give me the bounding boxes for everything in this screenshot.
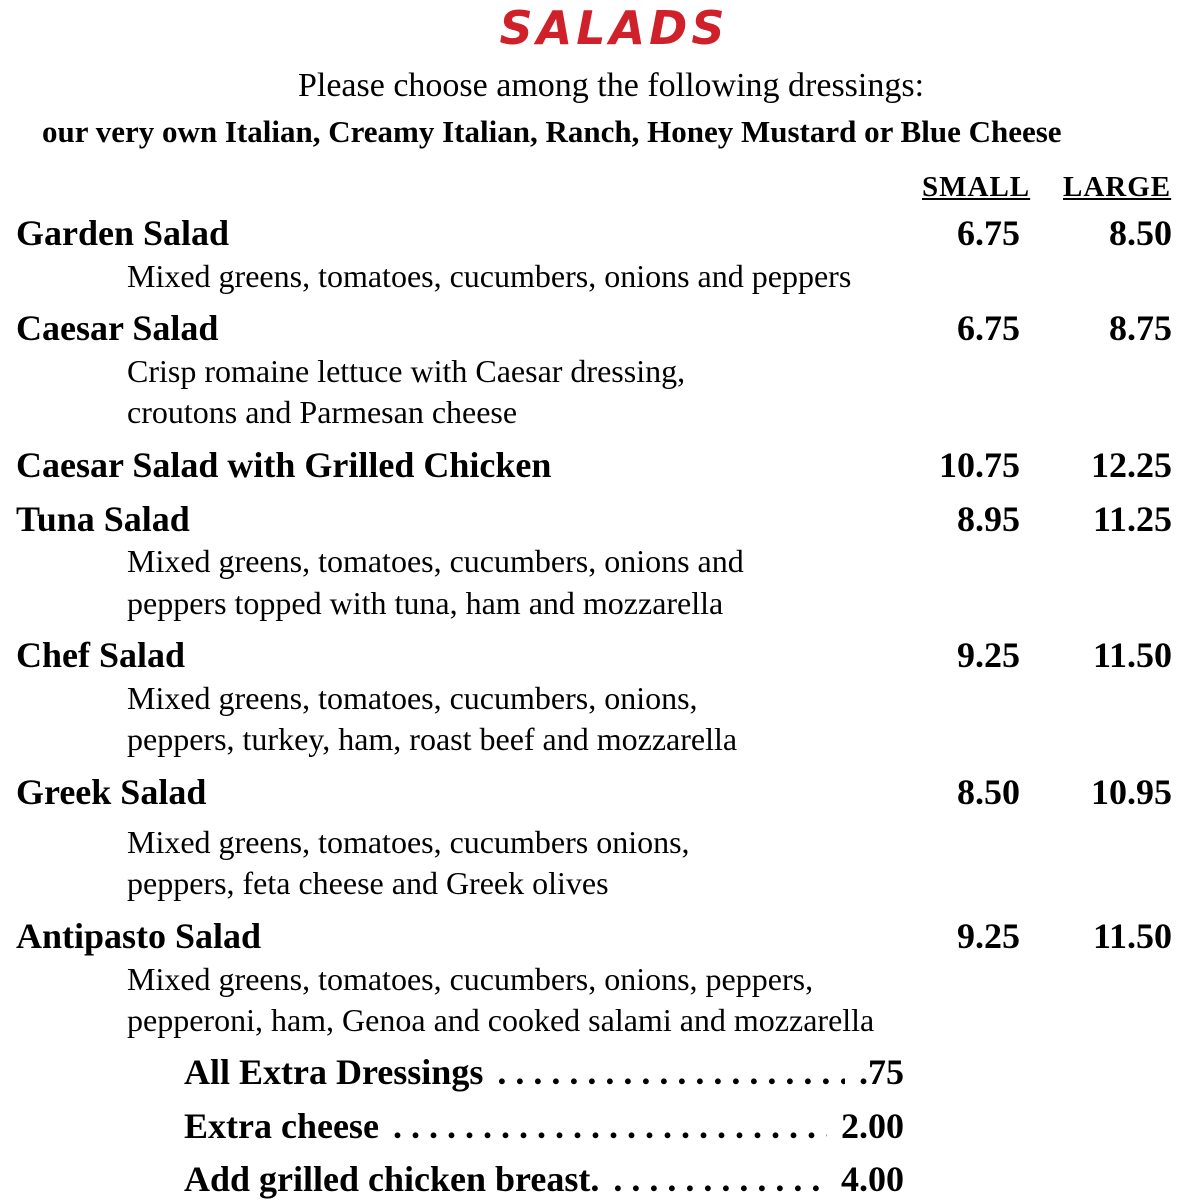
extra-label: All Extra Dressings [184, 1052, 484, 1092]
extra-cheese-row [184, 1103, 904, 1149]
price-small-tuna-salad: 8.95 [957, 499, 1020, 539]
extra-label: Add grilled chicken breast. [184, 1159, 600, 1199]
menu-item-tuna-salad: Tuna Salad [16, 499, 190, 539]
extra-label: Extra cheese [184, 1106, 379, 1146]
dot-leader [613, 1156, 827, 1202]
menu-item-chef-salad: Chef Salad [16, 635, 186, 675]
price-small-caesar-grilled-chicken: 10.75 [939, 445, 1020, 485]
price-large-greek-salad: 10.95 [1091, 772, 1172, 812]
price-large-caesar-salad: 8.75 [1109, 308, 1172, 348]
menu-item-antipasto-salad: Antipasto Salad [16, 916, 262, 956]
extra-price: 4.00 [841, 1159, 904, 1199]
price-small-caesar-salad: 6.75 [957, 308, 1020, 348]
size-header-large: LARGE [1063, 171, 1172, 203]
extra-price: 2.00 [841, 1106, 904, 1146]
price-small-garden-salad: 6.75 [957, 213, 1020, 253]
item-description: croutons and Parmesan cheese [127, 394, 518, 430]
extra-chicken-row [184, 1156, 904, 1202]
menu-item-garden-salad: Garden Salad [16, 213, 230, 253]
item-description: Crisp romaine lettuce with Caesar dressing, [127, 353, 686, 389]
menu-item-caesar-grilled-chicken: Caesar Salad with Grilled Chicken [16, 445, 552, 485]
dressing-list: our very own Italian, Creamy Italian, Ranch, Honey Mustard or Blue Cheese [42, 114, 1062, 149]
price-small-chef-salad: 9.25 [957, 635, 1020, 675]
dot-leader [497, 1049, 845, 1095]
price-small-greek-salad: 8.50 [957, 772, 1020, 812]
item-description: Mixed greens, tomatoes, cucumbers, onions and peppers [127, 258, 852, 294]
item-description: Mixed greens, tomatoes, cucumbers, onions, [127, 680, 698, 716]
item-description: Mixed greens, tomatoes, cucumbers, onions and [127, 543, 744, 579]
price-large-antipasto-salad: 11.50 [1092, 916, 1172, 956]
extra-price: .75 [859, 1052, 904, 1092]
price-large-caesar-grilled-chicken: 12.25 [1091, 445, 1172, 485]
item-description: peppers, turkey, ham, roast beef and mozzarella [127, 721, 738, 757]
price-large-chef-salad: 11.50 [1092, 635, 1172, 675]
dressing-intro: Please choose among the following dressings: [297, 67, 925, 104]
item-description: peppers, feta cheese and Greek olives [127, 865, 609, 901]
item-description: Mixed greens, tomatoes, cucumbers onions, [127, 824, 690, 860]
dot-leader [393, 1103, 827, 1149]
size-header-small: SMALL [922, 171, 1031, 203]
price-large-tuna-salad: 11.25 [1092, 499, 1172, 539]
price-small-antipasto-salad: 9.25 [957, 916, 1020, 956]
item-description: pepperoni, ham, Genoa and cooked salami and mozzarella [127, 1002, 875, 1038]
item-description: peppers topped with tuna, ham and mozzarella [127, 585, 724, 621]
extra-dressings-row [184, 1049, 904, 1095]
menu-item-greek-salad: Greek Salad [16, 772, 207, 812]
menu-section-title: SALADS [499, 1, 729, 55]
menu-item-caesar-salad: Caesar Salad [16, 308, 219, 348]
price-large-garden-salad: 8.50 [1109, 213, 1172, 253]
item-description: Mixed greens, tomatoes, cucumbers, onions, peppers, [127, 961, 814, 997]
